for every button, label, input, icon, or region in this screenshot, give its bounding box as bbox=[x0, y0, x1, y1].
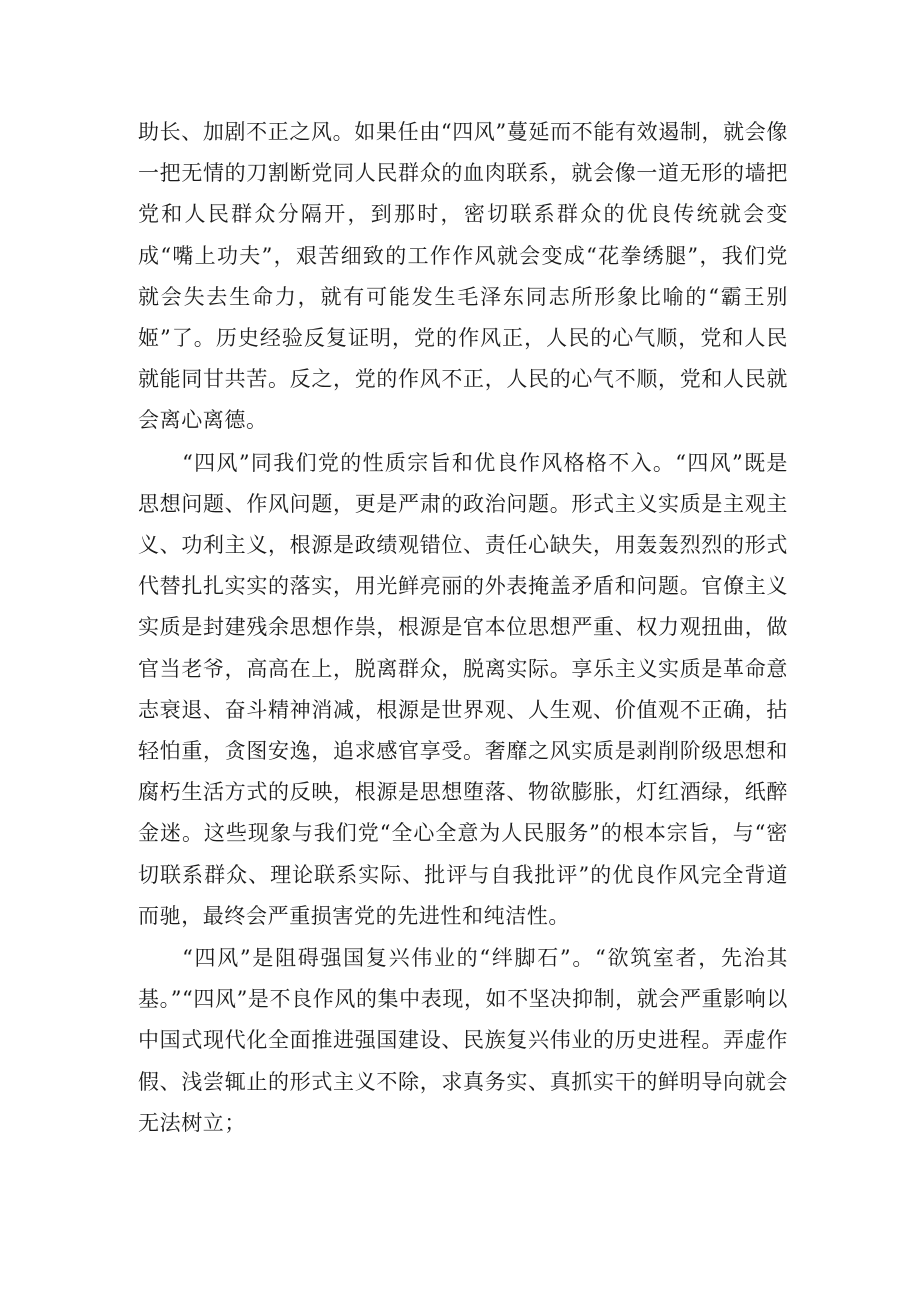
paragraph-3: “四风”是阻碍强国复兴伟业的“绊脚石”。“欲筑室者，先治其基。”“四风”是不良作风的集中表现，如不坚决抑制，就会严重影响以中国式现代化全面推进强国建设、民族复兴伟业的历史进程。弄虚作假、浅尝辄止的形式主义不除，求真务实、真抓实干的鲜明导向就会无法树立； bbox=[138, 946, 788, 1135]
document-body bbox=[138, 112, 788, 1144]
paragraph-2: “四风”同我们党的性质宗旨和优良作风格格不入。“四风”既是思想问题、作风问题，更是严肃的政治问题。形式主义实质是主观主义、功利主义，根源是政绩观错位、责任心缺失，用轰轰烈烈的形式代替扎扎实实的落实，用光鲜亮丽的外表掩盖矛盾和问题。官僚主义实质是封建残余思想作祟，根源是官本位思想严重、权力观扭曲，做官当老爷，高高在上，脱离群众，脱离实际。享乐主义实质是革命意志衰退、奋斗精神消减，根源是世界观、人生观、价值观不正确，拈轻怕重，贪图安逸，追求感官享受。奢靡之风实质是剥削阶级思想和腐朽生活方式的反映，根源是思想堕落、物欲膨胀，灯红酒绿，纸醉金迷。这些现象与我们党“全心全意为人民服务”的根本宗旨，与“密切联系群众、理论联系实际、批评与自我批评”的优良作风完全背道而驰，最终会严重损害党的先进性和纯洁性。 bbox=[138, 450, 788, 928]
paragraph-1: 助长、加剧不正之风。如果任由“四风”蔓延而不能有效遏制，就会像一把无情的刀割断党同人民群众的血肉联系，就会像一道无形的墙把党和人民群众分隔开，到那时，密切联系群众的优良传统就会变成“嘴上功夫”，艰苦细致的工作作风就会变成“花拳绣腿”，我们党就会失去生命力，就有可能发生毛泽东同志所形象比喻的“霸王别姬”了。历史经验反复证明，党的作风正，人民的心气顺，党和人民就能同甘共苦。反之，党的作风不正，人民的心气不顺，党和人民就会离心离德。 bbox=[138, 120, 788, 433]
